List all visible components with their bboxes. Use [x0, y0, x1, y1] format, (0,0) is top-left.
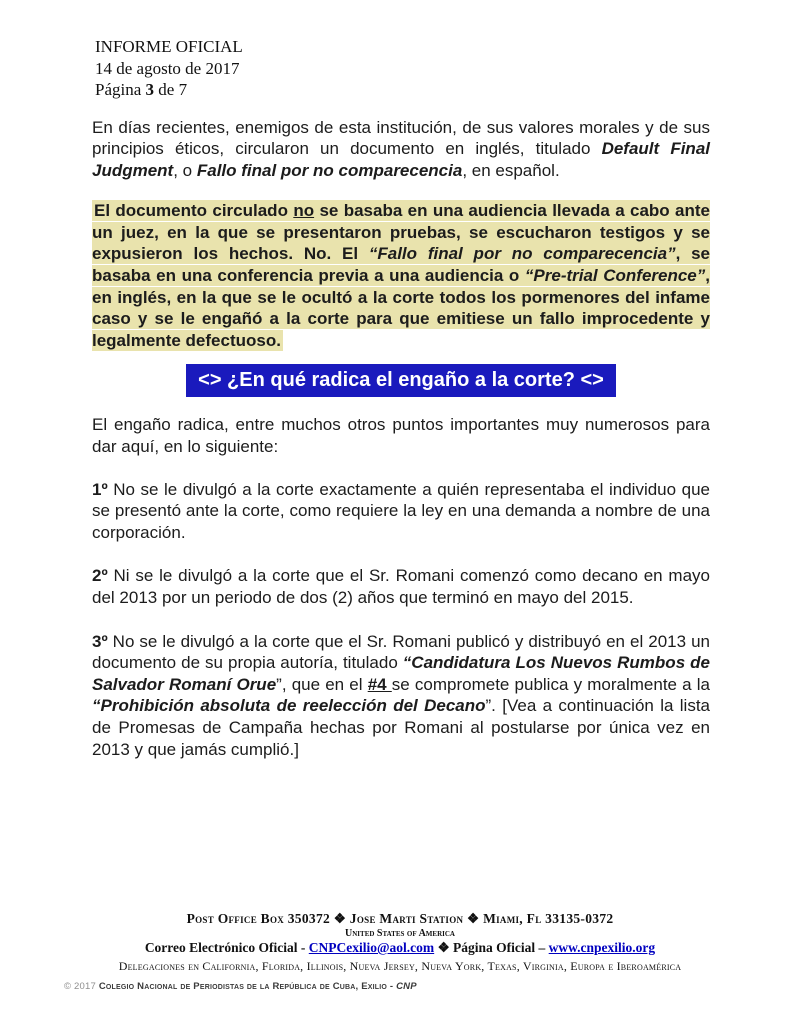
text-segment: , en inglés, en la que se le ocultó a la corte todos los pormenores del infame caso y se le engañó a la corte para que emitiese un fallo improcedente y legalmente defectuoso.	[92, 266, 710, 350]
text-segment: No se le divulgó a la corte exactamente a quién representaba el individuo que se presentó ante la corte, como requiere la ley en una demanda a nombre de una corporación.	[92, 479, 711, 542]
footer-country: United States of America	[345, 928, 455, 939]
document-body	[92, 117, 710, 761]
paragraph-engano	[92, 414, 710, 457]
text-segment: #4	[367, 674, 392, 694]
footer-address: Post Office Box 350372 ❖ Jose Marti Station ❖ Miami, Fl 33135-0372	[186, 911, 614, 926]
paragraph-point-2	[92, 565, 710, 608]
highlighted-text	[92, 200, 710, 351]
text-segment: CNP	[396, 981, 417, 992]
paragraph-point-1	[92, 479, 710, 544]
paragraph-intro	[92, 117, 710, 182]
text-segment: ”, que en el	[276, 674, 368, 694]
footer-contact	[0, 940, 800, 956]
text-segment: , o	[173, 160, 197, 180]
text-segment: “Fallo final por no comparecencia”	[368, 244, 676, 264]
text-segment: Default Final Judgment	[92, 139, 710, 180]
text-segment: Ni se le divulgó a la corte que el Sr. Romani comenzó como decano en mayo del 2013 por un periodo de dos (2) años que terminó en mayo del 2015.	[92, 566, 711, 607]
text-segment: No se le divulgó a la corte que el Sr. Romani publicó y distribuyó en el 2013 un documento de su propia autoría, titulado	[92, 631, 710, 673]
text-segment: se compromete publica y moralmente a la	[391, 674, 711, 694]
footer-delegations: Delegaciones en California, Florida, Illinois, Nueva Jersey, Nueva York, Texas, Virginia, Europa e Iberoamérica	[118, 959, 682, 973]
report-date: 14 de agosto de 2017	[95, 58, 240, 78]
report-title: INFORME OFICIAL	[95, 37, 243, 56]
text-segment: “Pre-trial Conference”	[524, 266, 706, 286]
text-segment: ”. [Vea a continuación la lista de Promesas de Campaña hechas por Romani al postularse por única vez en 2013 y que jamás cumplió.]	[92, 696, 710, 759]
text-segment: 2º	[92, 566, 114, 586]
website-link[interactable]: www.cnpexilio.org	[548, 940, 656, 955]
page-number	[95, 79, 710, 101]
paragraph-highlighted	[92, 200, 710, 351]
text-segment: En días recientes, enemigos de esta institución, de sus valores morales y de sus principios éticos, circularon un documento en inglés, titulado	[92, 117, 710, 159]
text-segment: “Prohibición absoluta de reelección del Decano	[92, 696, 486, 716]
text-segment: 3	[145, 80, 155, 99]
text-segment: 1º	[92, 479, 114, 499]
text-segment: , se basaba en una conferencia previa a una audiencia o	[92, 244, 710, 286]
text-segment: El engaño radica, entre muchos otros puntos importantes muy numerosos para dar aquí, en lo siguiente:	[92, 415, 710, 457]
text-segment: 3º	[92, 631, 113, 651]
text-segment: Página	[95, 80, 146, 99]
text-segment: se basaba en una audiencia llevada a cabo ante un juez, en la que se presentaron pruebas, se escucharon testigos y se expusieron los hechos. No. El	[92, 201, 710, 264]
text-segment: El documento circulado	[94, 201, 294, 221]
document-footer	[0, 911, 800, 992]
section-heading-banner: <> ¿En qué radica el engaño a la corte? <>	[186, 364, 616, 397]
document-header	[95, 36, 710, 101]
text-segment: Colegio Nacional de Periodistas de la República de Cuba, Exilio -	[98, 981, 397, 992]
text-segment: ❖ Página Oficial –	[434, 940, 549, 955]
section-heading-row	[92, 364, 710, 397]
text-segment: © 2017	[64, 981, 99, 992]
text-segment: , en español.	[462, 160, 560, 180]
text-segment: de 7	[154, 80, 188, 99]
text-segment: “Candidatura Los Nuevos Rumbos de Salvador Romaní Orue	[92, 653, 711, 694]
text-segment: Fallo final por no comparecencia	[196, 160, 463, 180]
text-segment: Correo Electrónico Oficial -	[144, 940, 309, 955]
paragraph-point-3	[92, 631, 710, 761]
email-link[interactable]: CNPCexilio@aol.com	[308, 940, 435, 955]
footer-copyright	[0, 981, 800, 992]
text-segment: no	[293, 201, 315, 221]
